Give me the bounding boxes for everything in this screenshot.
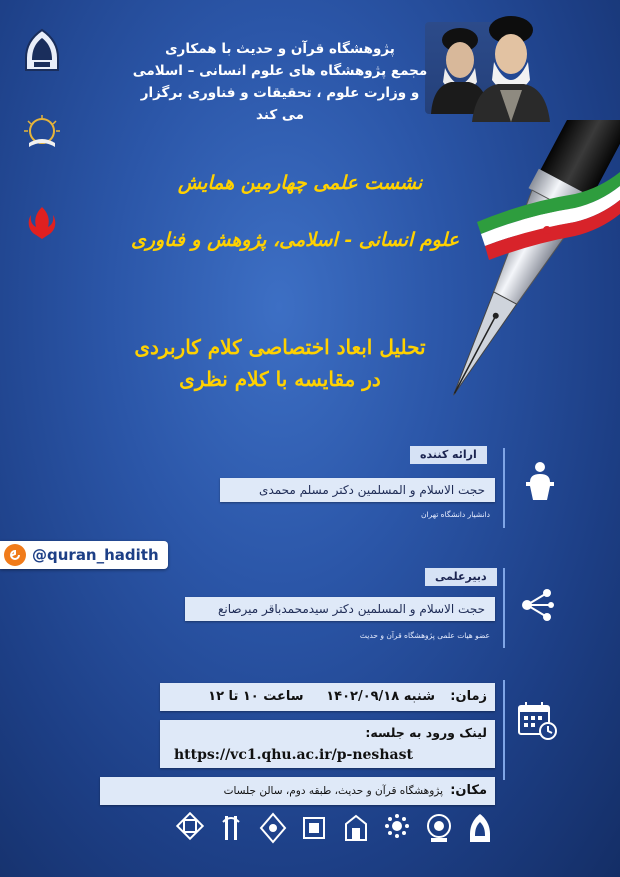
time-bar xyxy=(160,683,495,711)
topic-title-line-2: در مقایسه با کلام نظری xyxy=(179,367,381,391)
portrait-right xyxy=(470,10,552,122)
place-label: مکان: xyxy=(450,783,487,798)
secretary-name: حجت الاسلام و المسلمین دکتر سیدمحمدباقر میرصانع xyxy=(217,602,485,616)
event-title-line-2: علوم انسانی - اسلامی، پژوهش و فناوری xyxy=(130,229,460,251)
iran-emblem-logo xyxy=(14,200,70,246)
calendar-clock-icon xyxy=(512,695,562,745)
partner-logo-7 xyxy=(216,812,246,852)
presenter-name-bar xyxy=(220,478,495,502)
partner-logo-1 xyxy=(465,812,495,852)
partner-logo-8 xyxy=(175,812,205,852)
partner-logo-5 xyxy=(299,812,329,852)
social-handle-badge[interactable] xyxy=(0,541,168,569)
time-value: شنبه ۱۴۰۲/۰۹/۱۸ ساعت ۱۰ تا ۱۲ xyxy=(208,689,435,704)
schedule-divider xyxy=(503,680,505,780)
presenter-divider xyxy=(503,448,505,528)
social-handle-text: @quran_hadith xyxy=(32,546,159,564)
secretary-name-bar xyxy=(185,597,495,621)
presenter-label: ارائه کننده xyxy=(410,446,487,464)
secretary-label: دبیرعلمی xyxy=(425,568,497,586)
mosque-dome-icon xyxy=(19,28,65,74)
sun-book-icon xyxy=(19,110,65,156)
iran-flag-ribbon xyxy=(475,172,620,262)
time-label: زمان: xyxy=(450,689,487,704)
partner-logos xyxy=(175,808,495,856)
link-label: لینک ورود به جلسه: xyxy=(365,725,487,740)
organizer-line-2: مجمع پژوهشگاه های علوم انسانی – اسلامی xyxy=(132,63,428,79)
partner-logo-3 xyxy=(382,812,412,852)
institute-logo xyxy=(14,28,70,74)
secretary-divider xyxy=(503,568,505,648)
network-icon xyxy=(512,580,562,630)
event-title-line-1: نشست علمی چهارمین همایش xyxy=(177,172,423,194)
iran-emblem-icon xyxy=(19,200,65,246)
meeting-link[interactable]: https://vc1.qhu.ac.ir/p-neshast xyxy=(174,747,413,763)
organizer-line-3: و وزارت علوم ، تحقیقات و فناوری برگزار می کند xyxy=(140,85,420,123)
presenter-affiliation: دانشیار دانشگاه تهران xyxy=(421,510,490,519)
partner-logo-6 xyxy=(258,812,288,852)
organizer-line-1: پژوهشگاه قرآن و حدیث با همکاری xyxy=(165,41,395,57)
partner-logo-4 xyxy=(341,812,371,852)
organizer-text xyxy=(130,38,430,126)
topic-title-line-1: تحلیل ابعاد اختصاصی کلام کاربردی xyxy=(134,335,426,359)
place-bar xyxy=(100,777,495,805)
eitaa-icon xyxy=(4,544,26,566)
secretary-affiliation: عضو هیات علمی پژوهشگاه قرآن و حدیث xyxy=(359,631,490,640)
podium-icon xyxy=(515,455,565,505)
presenter-name: حجت الاسلام و المسلمین دکتر مسلم محمدی xyxy=(259,483,485,497)
partner-logo-2 xyxy=(424,812,454,852)
link-bar xyxy=(160,720,495,768)
quran-hadith-logo xyxy=(14,110,70,156)
place-value: پژوهشگاه قرآن و حدیث، طبقه دوم، سالن جلسات xyxy=(223,785,443,797)
